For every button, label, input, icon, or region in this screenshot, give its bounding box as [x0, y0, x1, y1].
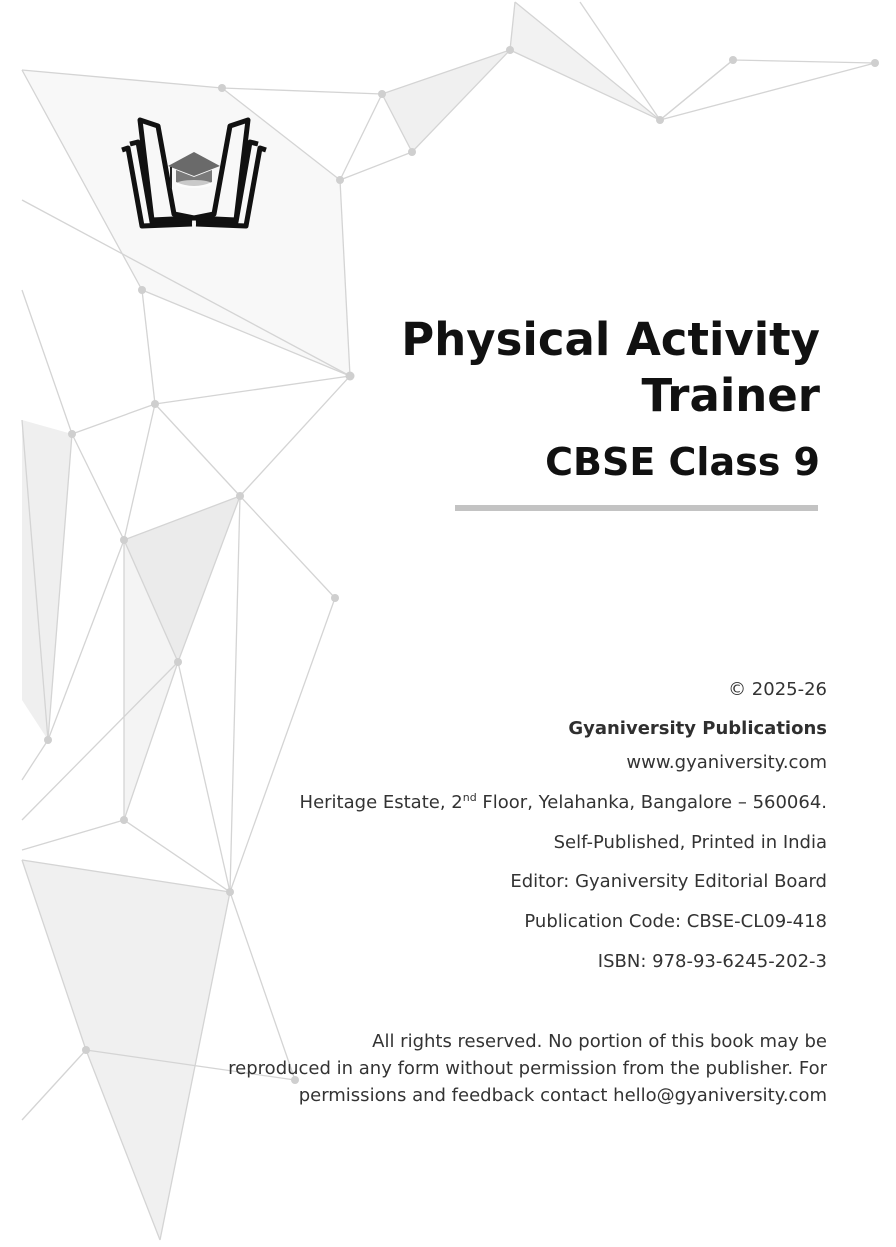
rights-notice — [167, 1028, 827, 1109]
title-divider — [455, 505, 818, 511]
isbn-number: ISBN: 978-93-6245-202-3 — [597, 951, 827, 972]
book-title-line1: Physical Activity — [401, 313, 820, 366]
publisher-address — [300, 792, 827, 813]
address-part1: Heritage Estate, 2 — [299, 792, 463, 813]
publisher-website: www.gyaniversity.com — [626, 752, 827, 773]
editor-credit: Editor: Gyaniversity Editorial Board — [510, 871, 827, 892]
open-book-graduation-cap-icon — [118, 114, 270, 230]
book-subtitle: CBSE Class 9 — [545, 440, 820, 484]
self-published-note: Self-Published, Printed in India — [553, 832, 827, 853]
address-ordinal-suffix: nd — [462, 791, 477, 804]
book-title-line2: Trainer — [641, 369, 820, 422]
copyright-text: © 2025-26 — [728, 679, 827, 700]
publication-code: Publication Code: CBSE-CL09-418 — [524, 911, 827, 932]
rights-line2: reproduced in any form without permission from the publisher. For — [228, 1058, 827, 1079]
title-block — [300, 312, 820, 486]
address-part2: Floor, Yelahanka, Bangalore – 560064. — [476, 792, 827, 813]
rights-line1: All rights reserved. No portion of this book may be — [372, 1031, 827, 1052]
publisher-name: Gyaniversity Publications — [568, 718, 827, 739]
rights-line3: permissions and feedback contact hello@gyaniversity.com — [298, 1085, 827, 1106]
